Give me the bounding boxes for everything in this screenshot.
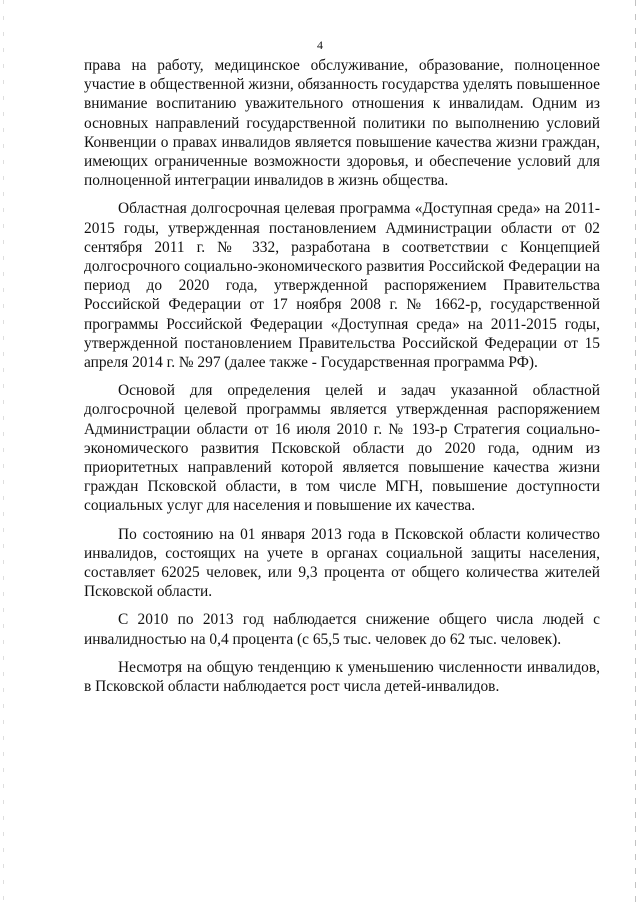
paragraph: По состоянию на 01 января 2013 года в Псковской области количество инвалидов, состоящих на учете в органах социальной защиты населения, составляет 62025 человек, или 9,3 процента от общего количества жителей Псковской области.	[84, 525, 600, 601]
paragraph: С 2010 по 2013 год наблюдается снижение общего числа людей с инвалидностью на 0,4 процента (с 65,5 тыс. человек до 62 тыс. человек).	[84, 611, 600, 648]
paragraph: Основой для определения целей и задач указанной областной долгосрочной целевой программы является утвержденная распоряжением Администрации области от 16 июля 2010 г. № 193-р Стратегия социально-экономического развития Псковской области до 2020 года, одним из приоритетных направлений которой является повышение качества жизни граждан Псковской области, в том числе МГН, повышение доступности социальных услуг для населения и повышение их качества.	[84, 382, 600, 515]
document-body	[84, 56, 600, 705]
page-number: 4	[317, 38, 323, 52]
paragraph: Областная долгосрочная целевая программа «Доступная среда» на 2011-2015 годы, утвержденная постановлением Администрации области от 02 сентября 2011 г. № 332, разработана в соответствии с Концепцией долгосрочного социально-экономического развития Российской Федерации на период до 2020 года, утвержденной распоряжением Правительства Российской Федерации от 17 ноября 2008 г. № 1662-р, государственной программы Российской Федерации «Доступная среда» на 2011-2015 годы, утвержденной постановлением Правительства Российской Федерации от 15 апреля 2014 г. № 297 (далее также - Государственная программа РФ).	[84, 200, 600, 372]
scan-edge-right	[635, 0, 636, 905]
scan-edge-left	[3, 0, 4, 905]
paragraph: Несмотря на общую тенденцию к уменьшению численности инвалидов, в Псковской области наблюдается рост числа детей-инвалидов.	[84, 658, 600, 696]
paragraph: права на работу, медицинское обслуживание, образование, полноценное участие в общественной жизни, обязанность государства уделять повышенное внимание воспитанию уважительного отношения к инвалидам. Одним из основных направлений государственной политики по выполнению условий Конвенции о правах инвалидов является повышение качества жизни граждан, имеющих ограниченные возможности здоровья, и обеспечение условий для полноценной интеграции инвалидов в жизнь общества.	[84, 57, 600, 190]
